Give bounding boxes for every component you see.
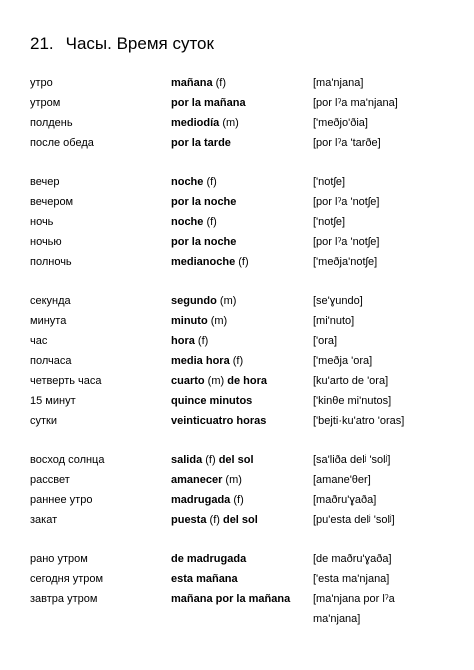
vocab-row (30, 291, 460, 311)
transcription: [ku'arto de 'ora] (313, 375, 389, 387)
vocab-row (30, 133, 460, 153)
gender-marker: (m) (207, 315, 228, 327)
section-title: Часы. Время суток (65, 34, 214, 53)
vocab-row (30, 331, 460, 351)
spanish-word (171, 411, 266, 431)
transcription: ['meðja'notʃe] (313, 256, 378, 268)
vocab-row (30, 351, 460, 371)
russian-word: завтра утром (30, 593, 98, 605)
gender-marker: (f) (203, 176, 217, 188)
vocabulary-list (30, 73, 460, 628)
spanish-word (171, 172, 217, 192)
spanish-term: mañana (171, 77, 213, 89)
transcription: ['ora] (313, 335, 338, 347)
russian-word: после обеда (30, 137, 94, 149)
spanish-word (171, 569, 238, 589)
spanish-term: salida (171, 454, 203, 466)
vocab-row (30, 510, 460, 530)
vocab-row (30, 589, 460, 625)
transcription: ['bejti·ku'atro 'oras] (313, 415, 405, 427)
gender-marker: (m) (219, 117, 239, 129)
russian-word: утром (30, 97, 61, 109)
transcription: [ma'njana por lˀa ma'njana] (313, 593, 395, 625)
spanish-term: del sol (218, 454, 254, 466)
transcription: [por lˀa 'tarðe] (313, 137, 381, 149)
russian-word: закат (30, 514, 58, 526)
gender-marker: (f) (203, 216, 217, 228)
gender-marker: (m) (204, 375, 228, 387)
spanish-term: puesta (171, 514, 207, 526)
spanish-term: esta mañana (171, 573, 238, 585)
spanish-term: por la mañana (171, 97, 246, 109)
russian-word: рассвет (30, 474, 70, 486)
spanish-term: del sol (222, 514, 258, 526)
transcription: ['notʃe] (313, 216, 346, 228)
transcription: [sa'liða delʲ 'solʲ] (313, 454, 391, 466)
spanish-term: por la tarde (171, 137, 231, 149)
spanish-term: medianoche (171, 256, 236, 268)
transcription: [por lˀa 'notʃe] (313, 196, 380, 208)
section-number: 21. (30, 34, 54, 53)
gender-marker: (f) (194, 335, 209, 347)
vocab-group (30, 73, 460, 153)
spanish-term: de madrugada (171, 553, 247, 565)
transcription: [amane'θer] (313, 474, 371, 486)
transcription: ['esta ma'njana] (313, 573, 390, 585)
vocab-group (30, 172, 460, 272)
russian-word: полдень (30, 117, 73, 129)
vocab-group (30, 549, 460, 625)
spanish-term: noche (171, 216, 204, 228)
vocab-row (30, 569, 460, 589)
spanish-term: media hora (171, 355, 230, 367)
spanish-word (171, 291, 236, 311)
spanish-word (171, 252, 249, 272)
transcription: ['kinθe mi'nutos] (313, 395, 392, 407)
spanish-term: por la noche (171, 196, 237, 208)
spanish-term: mañana por la mañana (171, 593, 291, 605)
transcription: [ma'njana] (313, 77, 364, 89)
vocab-row (30, 450, 460, 470)
vocab-row (30, 411, 460, 431)
vocab-row (30, 73, 460, 93)
russian-word: полночь (30, 256, 72, 268)
vocab-group (30, 450, 460, 530)
russian-word: сутки (30, 415, 57, 427)
gender-marker: (f) (206, 514, 223, 526)
transcription: ['meðjo'ðia] (313, 117, 368, 129)
gender-marker: (f) (212, 77, 227, 89)
vocab-row (30, 391, 460, 411)
spanish-word (171, 212, 217, 232)
vocab-row (30, 192, 460, 212)
spanish-word (171, 371, 267, 391)
vocab-row (30, 113, 460, 133)
spanish-term: noche (171, 176, 204, 188)
spanish-word (171, 470, 242, 490)
spanish-term: amanecer (171, 474, 223, 486)
spanish-term: por la noche (171, 236, 237, 248)
spanish-term: de hora (227, 375, 267, 387)
gender-marker: (f) (229, 355, 244, 367)
spanish-word (171, 331, 208, 351)
transcription: [maðru'ɣaða] (313, 494, 377, 506)
vocab-group (30, 291, 460, 431)
russian-word: раннее утро (30, 494, 93, 506)
spanish-term: quince minutos (171, 395, 253, 407)
vocab-row (30, 212, 460, 232)
spanish-word (171, 391, 252, 411)
transcription: [de maðru'ɣaða] (313, 553, 392, 565)
spanish-word (171, 549, 246, 569)
transcription: [por lˀa ma'njana] (313, 97, 398, 109)
spanish-word (171, 192, 236, 212)
spanish-word (171, 450, 254, 470)
gender-marker: (m) (222, 474, 242, 486)
vocab-row (30, 172, 460, 192)
transcription: ['notʃe] (313, 176, 346, 188)
spanish-word (171, 113, 239, 133)
vocab-row (30, 311, 460, 331)
russian-word: утро (30, 77, 53, 89)
spanish-term: mediodía (171, 117, 220, 129)
gender-marker: (f) (235, 256, 249, 268)
vocab-row (30, 371, 460, 391)
vocab-row (30, 490, 460, 510)
spanish-word (171, 589, 290, 609)
russian-word: рано утром (30, 553, 88, 565)
russian-word: час (30, 335, 48, 347)
russian-word: ночь (30, 216, 54, 228)
russian-word: вечером (30, 196, 74, 208)
spanish-word (171, 93, 246, 113)
russian-word: секунда (30, 295, 71, 307)
spanish-word (171, 73, 226, 93)
vocab-row (30, 549, 460, 569)
transcription: [se'ɣundo] (313, 295, 363, 307)
vocab-row (30, 252, 460, 272)
russian-word: сегодня утром (30, 573, 104, 585)
spanish-word (171, 490, 244, 510)
spanish-word (171, 232, 236, 252)
russian-word: ночью (30, 236, 62, 248)
russian-word: восход солнца (30, 454, 105, 466)
transcription: ['meðja 'ora] (313, 355, 373, 367)
spanish-term: minuto (171, 315, 208, 327)
spanish-word (171, 351, 243, 371)
russian-word: 15 минут (30, 395, 76, 407)
spanish-word (171, 311, 227, 331)
transcription: [por lˀa 'notʃe] (313, 236, 380, 248)
russian-word: вечер (30, 176, 60, 188)
russian-word: минута (30, 315, 67, 327)
page-title (30, 34, 214, 54)
transcription: [mi'nuto] (313, 315, 355, 327)
russian-word: четверть часа (30, 375, 102, 387)
spanish-term: cuarto (171, 375, 205, 387)
vocab-row (30, 232, 460, 252)
spanish-word (171, 133, 231, 153)
gender-marker: (m) (216, 295, 237, 307)
vocab-row (30, 93, 460, 113)
gender-marker: (f) (230, 494, 244, 506)
spanish-term: hora (171, 335, 195, 347)
gender-marker: (f) (202, 454, 219, 466)
transcription: [pu'esta delʲ 'solʲ] (313, 514, 395, 526)
spanish-word (171, 510, 258, 530)
spanish-term: madrugada (171, 494, 231, 506)
spanish-term: veinticuatro horas (171, 415, 267, 427)
russian-word: полчаса (30, 355, 72, 367)
vocab-row (30, 470, 460, 490)
spanish-term: segundo (171, 295, 217, 307)
